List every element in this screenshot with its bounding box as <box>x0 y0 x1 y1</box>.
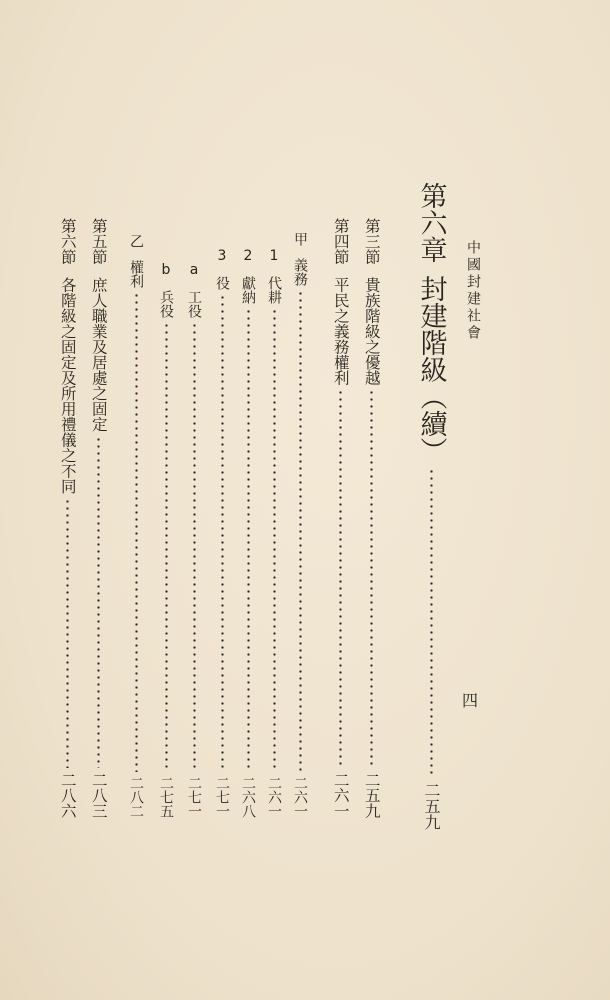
entry-label: 乙 <box>128 234 144 248</box>
running-head: 中國封建社會 <box>465 240 481 342</box>
leader-dots <box>97 436 100 768</box>
entry-page: 二七一 <box>214 776 230 818</box>
leader-dots <box>370 389 373 768</box>
toc-entry-n2 <box>236 248 260 818</box>
entry-page: 二六一 <box>266 776 282 818</box>
leader-dots <box>430 468 433 778</box>
entry-page: 二六一 <box>331 771 350 818</box>
entry-title: 獻納 <box>240 276 256 304</box>
chapter-label: 第六章 <box>415 182 447 263</box>
leader-dots <box>135 292 138 772</box>
entry-page: 二八二 <box>128 776 144 818</box>
entry-page: 二六八 <box>240 776 256 818</box>
leader-dots <box>66 498 69 768</box>
leader-dots <box>339 389 342 768</box>
entry-label: 第四節 <box>331 218 350 265</box>
entry-title: 平民之義務權利 <box>331 276 350 385</box>
entry-label: 第五節 <box>89 218 108 265</box>
entry-title: 役 <box>214 276 230 290</box>
toc-entry-jia <box>288 232 312 818</box>
entry-title: 庶人職業及居處之固定 <box>89 276 108 432</box>
toc-entry-sec3 <box>359 218 383 818</box>
toc-entry-n3 <box>210 248 234 818</box>
toc-entry-yi <box>124 234 148 818</box>
chapter-page: 二五九 <box>422 782 441 830</box>
entry-label: 第三節 <box>362 218 381 265</box>
leader-dots <box>165 322 168 772</box>
page-number: 四 <box>462 691 479 710</box>
entry-page: 二七五 <box>158 776 174 818</box>
leader-dots <box>299 290 302 772</box>
entry-title: 兵役 <box>158 290 174 318</box>
entry-title: 義務 <box>292 258 308 286</box>
entry-title: 工役 <box>186 290 202 318</box>
entry-page: 二六一 <box>292 776 308 818</box>
entry-label: 3 <box>214 248 230 264</box>
entry-label: 第六節 <box>58 218 77 265</box>
leader-dots <box>247 308 250 772</box>
chapter-heading <box>414 182 448 830</box>
entry-title: 貴族階級之優越 <box>362 276 381 385</box>
toc-entry-sec5 <box>86 218 110 818</box>
entry-page: 二五九 <box>362 771 381 818</box>
entry-label: 1 <box>266 248 282 264</box>
toc-entry-a <box>182 262 206 818</box>
toc-entry-n1 <box>262 248 286 818</box>
entry-title: 權利 <box>128 260 144 288</box>
entry-page: 二八三 <box>89 771 108 818</box>
entry-label: b <box>158 262 174 278</box>
entry-title: 各階級之固定及所用禮儀之不同 <box>58 276 77 494</box>
leader-dots <box>273 308 276 772</box>
entry-label: 甲 <box>292 232 308 246</box>
toc-entry-sec6 <box>55 218 79 818</box>
entry-page: 二八六 <box>58 771 77 818</box>
leader-dots <box>221 294 224 772</box>
entry-label: a <box>186 262 202 278</box>
toc-entry-sec4 <box>328 218 352 818</box>
chapter-title: 封建階級（續） <box>415 275 447 464</box>
entry-label: 2 <box>240 248 256 264</box>
toc-entry-b <box>154 262 178 818</box>
entry-title: 代耕 <box>266 276 282 304</box>
leader-dots <box>193 322 196 772</box>
entry-page: 二七一 <box>186 776 202 818</box>
